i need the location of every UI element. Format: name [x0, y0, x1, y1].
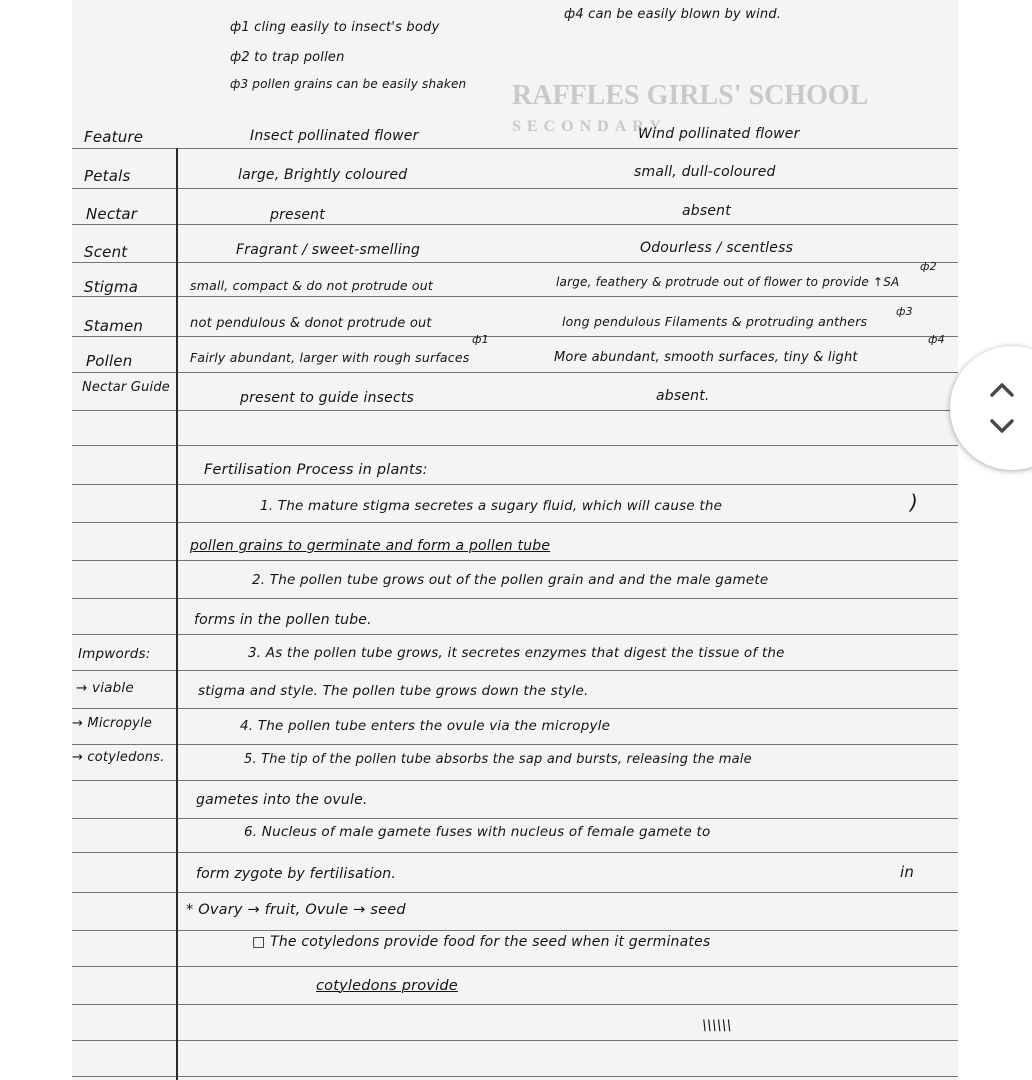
chevron-down-icon[interactable]: [988, 412, 1016, 440]
step-1a: 1. The mature stigma secretes a sugary fluid, which will cause the: [260, 498, 723, 514]
header-insect: Insect pollinated flower: [250, 128, 419, 144]
step-6a: 6. Nucleus of male gamete fuses with nucleus of female gamete to: [244, 824, 711, 840]
scribble: \\\\\\: [702, 1018, 732, 1034]
ghost-department: SECONDARY: [512, 118, 667, 135]
note-4: ф4 can be easily blown by wind.: [564, 7, 782, 22]
wind-scent: Odourless / scentless: [640, 240, 794, 256]
scroll-control[interactable]: [950, 346, 1032, 470]
step-4: 4. The pollen tube enters the ovule via the micropyle: [240, 718, 611, 734]
process-heading: Fertilisation Process in plants:: [204, 462, 428, 478]
step-2a: 2. The pollen tube grows out of the pollen grain and and the male gamete: [252, 572, 769, 588]
wind-stigma: large, feathery & protrude out of flower to provide ↑SA: [556, 275, 900, 289]
note-2: ф2 to trap pollen: [230, 50, 345, 65]
impwords-title: Impwords:: [78, 646, 151, 662]
feature-stamen: Stamen: [84, 317, 144, 335]
note-3: ф3 pollen grains can be easily shaken: [230, 77, 467, 91]
header-feature: Feature: [84, 128, 144, 146]
impword-micropyle: → Micropyle: [72, 716, 153, 731]
margin-line: [176, 148, 178, 1080]
step-6b: form zygote by fertilisation.: [196, 866, 396, 882]
wind-petals: small, dull-coloured: [634, 164, 776, 180]
wind-nectar-guide: absent.: [656, 388, 710, 404]
cotyledon-note: □ The cotyledons provide food for the seed when it germinates: [252, 934, 711, 950]
marker-pollen-insect: ф1: [472, 333, 489, 346]
marker-stamen: ф3: [896, 305, 913, 318]
marker-stigma: ф2: [920, 260, 937, 273]
insect-petals: large, Brightly coloured: [238, 167, 408, 183]
impword-cotyledons: → cotyledons.: [72, 750, 165, 765]
ovary-note: * Ovary → fruit, Ovule → seed: [186, 902, 406, 918]
cotyledon-fragment: cotyledons provide: [316, 978, 458, 994]
chevron-up-icon[interactable]: [988, 376, 1016, 404]
header-wind: Wind pollinated flower: [638, 126, 800, 142]
step-5b: gametes into the ovule.: [196, 792, 368, 808]
insect-pollen: Fairly abundant, larger with rough surfaces: [190, 350, 470, 365]
step-3a: 3. As the pollen tube grows, it secretes enzymes that digest the tissue of the: [248, 645, 785, 661]
note-1: ф1 cling easily to insect's body: [230, 20, 440, 35]
ghost-school-name: RAFFLES GIRLS' SCHOOL: [512, 80, 869, 111]
bracket-mark: ): [910, 490, 919, 514]
feature-pollen: Pollen: [86, 352, 133, 370]
wind-nectar: absent: [682, 203, 731, 219]
impword-viable: → viable: [76, 680, 134, 696]
wind-pollen: More abundant, smooth surfaces, tiny & light: [554, 350, 858, 365]
insect-nectar-guide: present to guide insects: [240, 390, 415, 406]
margin-mark: in: [900, 863, 915, 881]
notebook-page: [72, 0, 958, 1080]
feature-scent: Scent: [84, 243, 128, 261]
step-2b: forms in the pollen tube.: [194, 612, 372, 628]
marker-pollen-wind: ф4: [928, 333, 945, 346]
step-1b: pollen grains to germinate and form a pollen tube: [190, 538, 551, 554]
insect-stamen: not pendulous & donot protrude out: [190, 316, 432, 331]
feature-stigma: Stigma: [84, 278, 139, 296]
insect-stigma: small, compact & do not protrude out: [190, 278, 433, 293]
feature-petals: Petals: [84, 167, 131, 185]
insect-scent: Fragrant / sweet-smelling: [236, 242, 421, 258]
step-5a: 5. The tip of the pollen tube absorbs the sap and bursts, releasing the male: [244, 752, 752, 767]
wind-stamen: long pendulous Filaments & protruding anthers: [562, 314, 868, 329]
feature-nectar: Nectar: [86, 205, 138, 223]
step-3b: stigma and style. The pollen tube grows down the style.: [198, 683, 589, 699]
feature-nectar-guide: Nectar Guide: [82, 380, 170, 395]
insect-nectar: present: [270, 207, 325, 223]
